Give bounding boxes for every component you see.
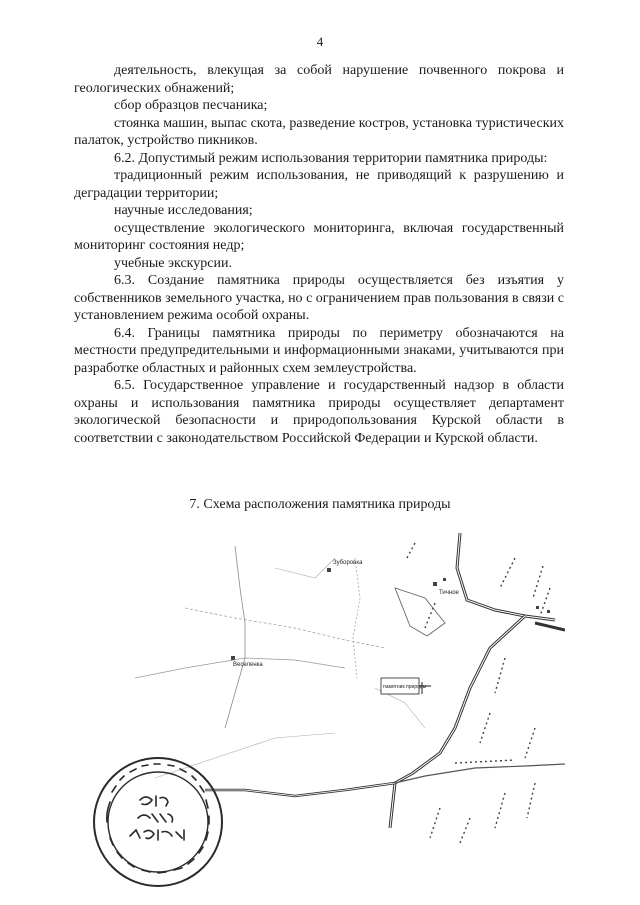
paragraph: деятельность, влекущая за собой нарушение почвенного покрова и геологических обнажений;	[74, 63, 564, 96]
paragraph: учебные экскурсии.	[114, 255, 232, 271]
paragraph: 6.4. Границы памятника природы по периметру обозначаются на местности предупредительными и информационными знаками, учитываются при разработке областных и районных схем землеустройства.	[74, 325, 564, 376]
paragraph: 6.2. Допустимый режим использования территории памятника природы:	[114, 150, 548, 166]
paragraph: научные исследования;	[114, 203, 253, 218]
paragraph: сбор образцов песчаника;	[114, 98, 268, 113]
official-stamp	[88, 752, 228, 892]
paragraph: стоянка машин, выпас скота, разведение костров, установка туристических палаток, устройство пикников.	[74, 115, 564, 148]
stamp-seal-icon	[88, 752, 228, 892]
section-title: 7. Схема расположения памятника природы	[189, 497, 451, 512]
monument-callout-label: памятник природы	[383, 684, 427, 690]
map-label-village-west: Веселенка	[233, 662, 263, 668]
map-label-village-north: Зуборовка	[333, 560, 363, 566]
map-label-village-east: Тичное	[439, 590, 459, 596]
page-number: 4	[316, 34, 324, 49]
document-body	[74, 62, 564, 447]
paragraph: 6.3. Создание памятника природы осуществляется без изъятия у собственников земельного участка, но с ограничением прав пользования в связи с установлением режима особой охраны.	[74, 273, 564, 323]
paragraph: осуществление экологического мониторинга, включая государственный мониторинг состояния недр;	[74, 220, 564, 253]
paragraph: традиционный режим использования, не приводящий к разрушению и деградации территории;	[74, 168, 564, 201]
paragraph: 6.5. Государственное управление и государственный надзор в области охраны и использования памятника природы осуществляет департамент экологической безопасности и природопользования Курской области в соответствии с законодательством Российской Федерации и Курской области.	[74, 378, 564, 446]
